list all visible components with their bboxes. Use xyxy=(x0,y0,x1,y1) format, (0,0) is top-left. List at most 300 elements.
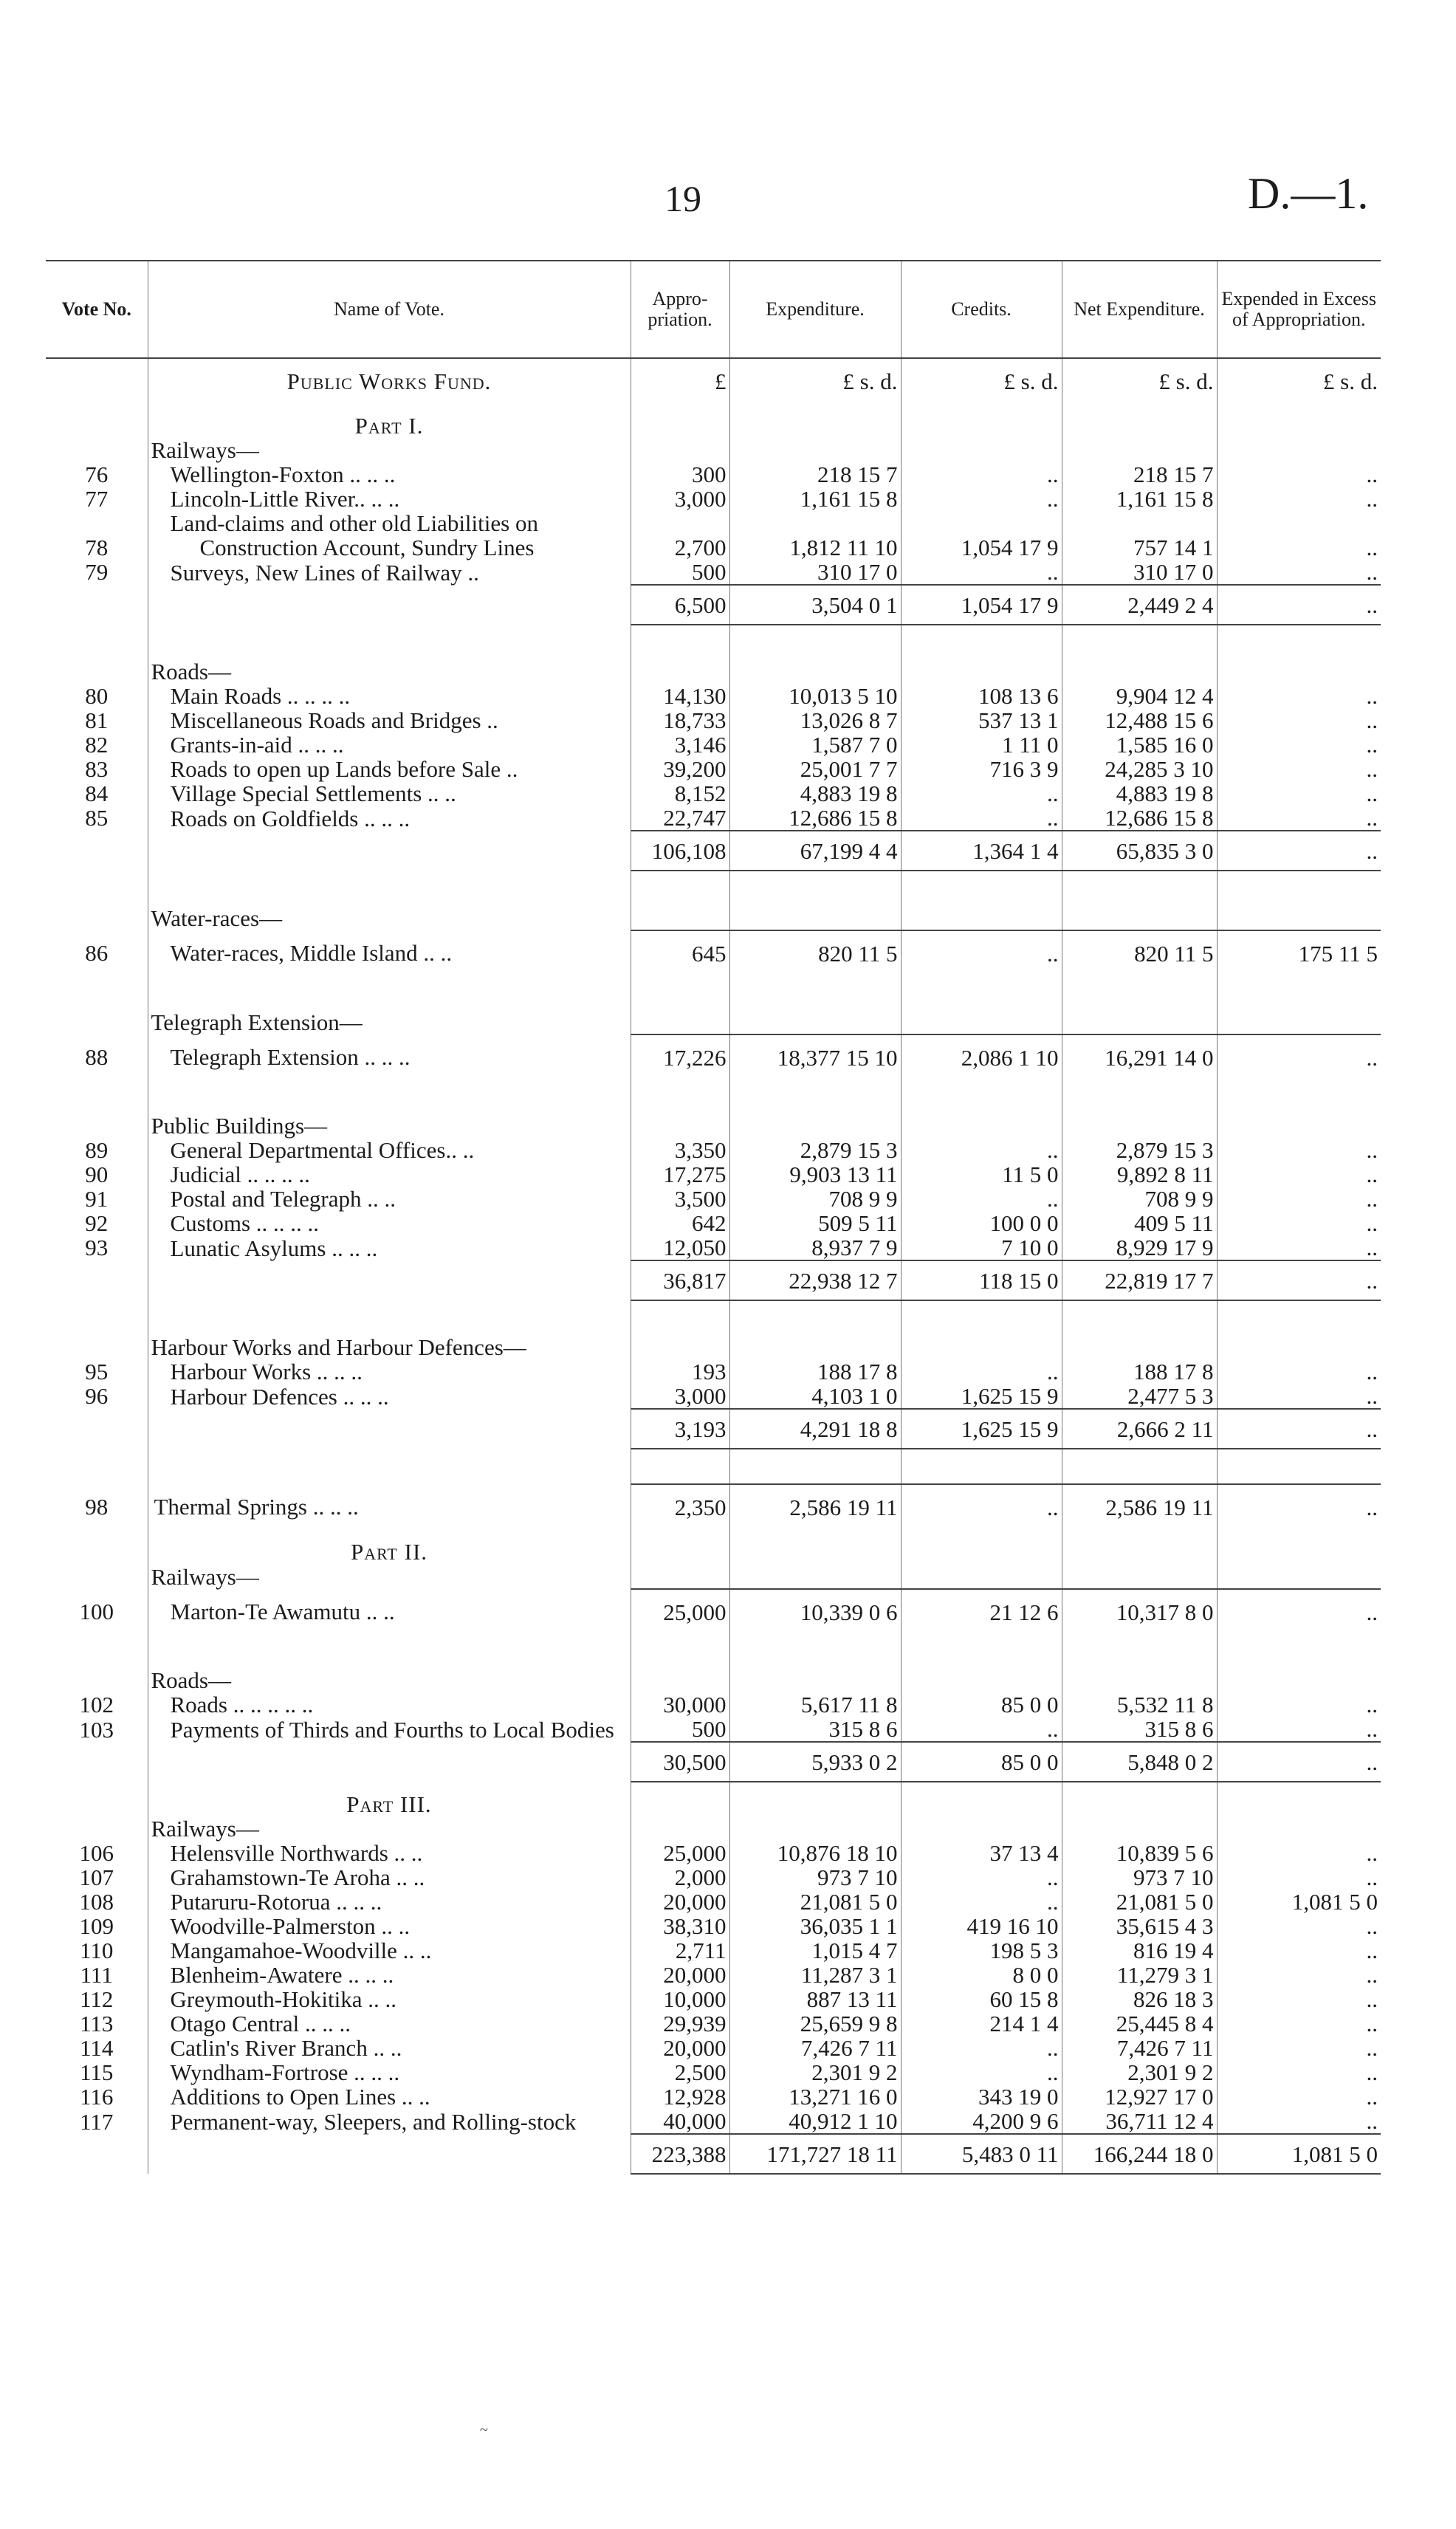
vote-number: 98 xyxy=(85,1494,109,1520)
cell-exp: 25,001 7 7 xyxy=(729,757,901,781)
cell-net: 7,426 7 11 xyxy=(1062,2036,1217,2060)
unit-cr: £ s. d. xyxy=(901,358,1062,403)
cell-ex: .. xyxy=(1217,1384,1381,1409)
cell-cr: 100 0 0 xyxy=(901,1211,1062,1235)
cell-net: 8,929 17 9 xyxy=(1062,1235,1217,1260)
cell-exp: 1,161 15 8 xyxy=(729,487,901,511)
cell-app: 14,130 xyxy=(631,684,729,708)
subtotal-row xyxy=(46,831,1381,871)
vote-name: Blenheim-Awatere .. .. .. xyxy=(148,1963,631,1987)
cell-net: 16,291 14 0 xyxy=(1062,1034,1217,1080)
vote-name: Water-races, Middle Island .. .. xyxy=(148,930,631,975)
subtotal-ex: .. xyxy=(1217,1742,1381,1782)
vote-number: 85 xyxy=(85,805,109,831)
cell-net: 24,285 3 10 xyxy=(1062,757,1217,781)
vote-number: 84 xyxy=(85,780,109,806)
table-row xyxy=(46,684,1381,708)
cell-exp: 7,426 7 11 xyxy=(729,2036,901,2060)
cell-net: 2,586 19 11 xyxy=(1062,1484,1217,1529)
subtotal-net: 2,666 2 11 xyxy=(1062,1409,1217,1449)
cell-cr: 2,086 1 10 xyxy=(901,1034,1062,1080)
col-expenditure: Expenditure. xyxy=(729,261,901,358)
cell-app: 500 xyxy=(631,1717,729,1742)
vote-number: 111 xyxy=(80,1962,113,1988)
cell-ex: .. xyxy=(1217,684,1381,708)
vote-name: Roads on Goldfields .. .. .. xyxy=(148,806,631,831)
part-heading-row xyxy=(46,1782,1381,1816)
cell-cr: 419 16 10 xyxy=(901,1914,1062,1938)
cell-app: 2,350 xyxy=(631,1484,729,1529)
vote-name: Lincoln-Little River.. .. .. xyxy=(148,487,631,511)
cell-exp: 10,339 0 6 xyxy=(729,1589,901,1634)
cell-cr: .. xyxy=(901,1359,1062,1384)
table-row xyxy=(46,560,1381,585)
subtotal-app: 30,500 xyxy=(631,1742,729,1782)
cell-exp: 12,686 15 8 xyxy=(729,806,901,831)
subtotal-exp: 171,727 18 11 xyxy=(729,2134,901,2174)
cell-app: 20,000 xyxy=(631,1890,729,1914)
subtotal-ex: .. xyxy=(1217,831,1381,871)
vote-name: Main Roads .. .. .. .. xyxy=(148,684,631,708)
table-row xyxy=(46,2109,1381,2134)
group-heading-row xyxy=(46,1113,1381,1138)
cell-net: 11,279 3 1 xyxy=(1062,1963,1217,1987)
vote-number: 83 xyxy=(85,756,109,782)
cell-exp: 218 15 7 xyxy=(729,462,901,487)
vote-name: Additions to Open Lines .. .. xyxy=(148,2084,631,2109)
table-row xyxy=(46,1589,1381,1634)
cell-exp: 10,013 5 10 xyxy=(729,684,901,708)
cell-exp: 973 7 10 xyxy=(729,1865,901,1890)
table-row xyxy=(46,1211,1381,1235)
subtotal-ex: 1,081 5 0 xyxy=(1217,2134,1381,2174)
cell-exp: 509 5 11 xyxy=(729,1211,901,1235)
group-heading-row xyxy=(46,659,1381,684)
vote-name: Village Special Settlements .. .. xyxy=(148,781,631,806)
cell-app: 39,200 xyxy=(631,757,729,781)
cell-exp: 9,903 13 11 xyxy=(729,1162,901,1187)
unit-net: £ s. d. xyxy=(1062,358,1217,403)
cell-cr: 11 5 0 xyxy=(901,1162,1062,1187)
cell-cr: 1,625 15 9 xyxy=(901,1384,1062,1409)
cell-cr: .. xyxy=(901,2060,1062,2084)
table-body xyxy=(46,358,1381,2174)
table-row xyxy=(46,2011,1381,2036)
cell-ex: .. xyxy=(1217,2011,1381,2036)
group-heading: Railways— xyxy=(148,1564,631,1589)
subtotal-ex: .. xyxy=(1217,585,1381,625)
fund-title: Public Works Fund. xyxy=(148,358,631,403)
col-excess: Expended in Excess of Appropriation. xyxy=(1217,261,1381,358)
vote-name: Payments of Thirds and Fourths to Local Bodies xyxy=(148,1717,631,1742)
vote-name: Catlin's River Branch .. .. xyxy=(148,2036,631,2060)
cell-net: 25,445 8 4 xyxy=(1062,2011,1217,2036)
vote-number: 88 xyxy=(85,1044,109,1070)
vote-name: Woodville-Palmerston .. .. xyxy=(148,1914,631,1938)
subtotal-ex: .. xyxy=(1217,1409,1381,1449)
vote-name: Grants-in-aid .. .. .. xyxy=(148,732,631,757)
cell-net: 9,892 8 11 xyxy=(1062,1162,1217,1187)
subtotal-exp: 3,504 0 1 xyxy=(729,585,901,625)
subtotal-net: 65,835 3 0 xyxy=(1062,831,1217,871)
cell-app: 25,000 xyxy=(631,1841,729,1865)
cell-net: 409 5 11 xyxy=(1062,1211,1217,1235)
cell-ex: .. xyxy=(1217,1359,1381,1384)
vote-name: Telegraph Extension .. .. .. xyxy=(148,1034,631,1080)
cell-cr: 214 1 4 xyxy=(901,2011,1062,2036)
cell-cr: .. xyxy=(901,560,1062,585)
cell-app: 645 xyxy=(631,930,729,975)
vote-name: Harbour Defences .. .. .. xyxy=(148,1384,631,1409)
vote-number: 82 xyxy=(85,732,109,758)
group-heading: Railways— xyxy=(148,438,631,462)
cell-app: 12,928 xyxy=(631,2084,729,2109)
table-row xyxy=(46,1938,1381,1963)
subtotal-cr: 1,054 17 9 xyxy=(901,585,1062,625)
cell-app: 12,050 xyxy=(631,1235,729,1260)
subtotal-ex: .. xyxy=(1217,1260,1381,1300)
expenditure-table xyxy=(46,260,1381,2175)
cell-net: 35,615 4 3 xyxy=(1062,1914,1217,1938)
vote-name: Harbour Works .. .. .. xyxy=(148,1359,631,1384)
cell-exp: 8,937 7 9 xyxy=(729,1235,901,1260)
cell-exp: 13,271 16 0 xyxy=(729,2084,901,2109)
col-credits: Credits. xyxy=(901,261,1062,358)
table-row xyxy=(46,1162,1381,1187)
subtotal-net: 2,449 2 4 xyxy=(1062,585,1217,625)
cell-net: 12,686 15 8 xyxy=(1062,806,1217,831)
cell-cr: 716 3 9 xyxy=(901,757,1062,781)
cell-exp: 4,103 1 0 xyxy=(729,1384,901,1409)
cell-net: 973 7 10 xyxy=(1062,1865,1217,1890)
vote-name: Marton-Te Awamutu .. .. xyxy=(148,1589,631,1634)
cell-app: 300 xyxy=(631,462,729,487)
cell-exp: 708 9 9 xyxy=(729,1187,901,1211)
vote-name: Thermal Springs .. .. .. xyxy=(148,1484,631,1529)
cell-exp: 18,377 15 10 xyxy=(729,1034,901,1080)
cell-exp: 10,876 18 10 xyxy=(729,1841,901,1865)
vote-name: Mangamahoe-Woodville .. .. xyxy=(148,1938,631,1963)
table-row xyxy=(46,806,1381,831)
subtotal-app: 223,388 xyxy=(631,2134,729,2174)
cell-exp: 21,081 5 0 xyxy=(729,1890,901,1914)
group-heading-row xyxy=(46,1335,1381,1359)
table-row xyxy=(46,1034,1381,1080)
vote-name: Surveys, New Lines of Railway .. xyxy=(148,560,631,585)
table-row xyxy=(46,2060,1381,2084)
vote-number: 116 xyxy=(80,2084,114,2110)
cell-exp: 13,026 8 7 xyxy=(729,708,901,732)
subtotal-row xyxy=(46,1409,1381,1449)
spacer-row xyxy=(46,1300,1381,1335)
table-row xyxy=(46,1914,1381,1938)
cell-cr: 198 5 3 xyxy=(901,1938,1062,1963)
vote-number: 112 xyxy=(80,1986,114,2012)
spacer-row xyxy=(46,1080,1381,1113)
table-row xyxy=(46,781,1381,806)
part-heading: Part I. xyxy=(148,403,631,438)
vote-number: 76 xyxy=(85,461,109,487)
vote-number: 79 xyxy=(85,559,109,585)
table-row xyxy=(46,708,1381,732)
cell-cr: .. xyxy=(901,487,1062,511)
table-row xyxy=(46,1692,1381,1717)
subtotal-app: 6,500 xyxy=(631,585,729,625)
cell-net: 4,883 19 8 xyxy=(1062,781,1217,806)
cell-exp: 188 17 8 xyxy=(729,1359,901,1384)
cell-exp: 1,812 11 10 xyxy=(729,511,901,560)
vote-name: Land-claims and other old Liabilities on Construction Account, Sundry Lines xyxy=(148,511,631,560)
group-heading: Telegraph Extension— xyxy=(148,1009,631,1034)
vote-number: 106 xyxy=(79,1840,114,1866)
cell-exp: 2,586 19 11 xyxy=(729,1484,901,1529)
cell-exp: 2,301 9 2 xyxy=(729,2060,901,2084)
document-reference: D.—1. xyxy=(1248,169,1369,218)
cell-net: 21,081 5 0 xyxy=(1062,1890,1217,1914)
cell-cr: 8 0 0 xyxy=(901,1963,1062,1987)
table-row xyxy=(46,1717,1381,1742)
cell-ex: .. xyxy=(1217,1841,1381,1865)
subtotal-cr: 118 15 0 xyxy=(901,1260,1062,1300)
vote-number: 108 xyxy=(79,1889,114,1915)
table-row xyxy=(46,1841,1381,1865)
subtotal-cr: 5,483 0 11 xyxy=(901,2134,1062,2174)
cell-app: 20,000 xyxy=(631,2036,729,2060)
vote-name: Helensville Northwards .. .. xyxy=(148,1841,631,1865)
vote-number: 81 xyxy=(85,707,109,733)
cell-cr: 537 13 1 xyxy=(901,708,1062,732)
cell-cr: .. xyxy=(901,1717,1062,1742)
cell-ex: .. xyxy=(1217,2036,1381,2060)
group-heading-row xyxy=(46,1816,1381,1841)
vote-name: Postal and Telegraph .. .. xyxy=(148,1187,631,1211)
vote-name: Roads to open up Lands before Sale .. xyxy=(148,757,631,781)
table-row xyxy=(46,462,1381,487)
cell-cr: .. xyxy=(901,1138,1062,1162)
cell-ex: .. xyxy=(1217,1162,1381,1187)
table-row xyxy=(46,2036,1381,2060)
vote-name: Permanent-way, Sleepers, and Rolling-stock xyxy=(148,2109,631,2134)
cell-net: 708 9 9 xyxy=(1062,1187,1217,1211)
vote-name: Roads .. .. .. .. .. xyxy=(148,1692,631,1717)
group-heading: Railways— xyxy=(148,1816,631,1841)
cell-net: 5,532 11 8 xyxy=(1062,1692,1217,1717)
cell-net: 218 15 7 xyxy=(1062,462,1217,487)
vote-number: 78 xyxy=(85,535,109,560)
cell-exp: 25,659 9 8 xyxy=(729,2011,901,2036)
cell-app: 17,275 xyxy=(631,1162,729,1187)
cell-net: 826 18 3 xyxy=(1062,1987,1217,2011)
vote-number: 113 xyxy=(80,2011,114,2036)
vote-number: 100 xyxy=(79,1599,114,1624)
cell-net: 36,711 12 4 xyxy=(1062,2109,1217,2134)
subtotal-net: 22,819 17 7 xyxy=(1062,1260,1217,1300)
group-heading-row xyxy=(46,1564,1381,1589)
cell-net: 1,161 15 8 xyxy=(1062,487,1217,511)
table-row xyxy=(46,1187,1381,1211)
col-appropriation: Appro-priation. xyxy=(631,261,729,358)
cell-app: 3,146 xyxy=(631,732,729,757)
cell-app: 3,000 xyxy=(631,487,729,511)
cell-ex: .. xyxy=(1217,1187,1381,1211)
cell-ex: .. xyxy=(1217,1914,1381,1938)
table-row xyxy=(46,487,1381,511)
vote-number: 77 xyxy=(85,486,109,512)
cell-ex: .. xyxy=(1217,560,1381,585)
cell-cr: .. xyxy=(901,1865,1062,1890)
cell-ex: .. xyxy=(1217,1484,1381,1529)
cell-cr: 21 12 6 xyxy=(901,1589,1062,1634)
cell-app: 642 xyxy=(631,1211,729,1235)
vote-number: 96 xyxy=(85,1383,109,1409)
group-heading: Public Buildings— xyxy=(148,1113,631,1138)
cell-app: 2,000 xyxy=(631,1865,729,1890)
cell-app: 18,733 xyxy=(631,708,729,732)
cell-app: 29,939 xyxy=(631,2011,729,2036)
cell-exp: 40,912 1 10 xyxy=(729,2109,901,2134)
group-heading-row xyxy=(46,1009,1381,1034)
cell-ex: 1,081 5 0 xyxy=(1217,1890,1381,1914)
cell-ex: .. xyxy=(1217,1589,1381,1634)
cell-exp: 820 11 5 xyxy=(729,930,901,975)
cell-ex: .. xyxy=(1217,1865,1381,1890)
cell-ex: .. xyxy=(1217,1692,1381,1717)
vote-name: Putaruru-Rotorua .. .. .. xyxy=(148,1890,631,1914)
cell-cr: 4,200 9 6 xyxy=(901,2109,1062,2134)
subtotal-app: 106,108 xyxy=(631,831,729,871)
table-row xyxy=(46,757,1381,781)
cell-ex: .. xyxy=(1217,462,1381,487)
vote-number: 86 xyxy=(85,940,109,966)
vote-number: 91 xyxy=(85,1186,109,1212)
cell-net: 820 11 5 xyxy=(1062,930,1217,975)
cell-net: 10,839 5 6 xyxy=(1062,1841,1217,1865)
cell-cr: .. xyxy=(901,1187,1062,1211)
subtotal-app: 36,817 xyxy=(631,1260,729,1300)
print-speck: ~ xyxy=(480,2422,488,2438)
unit-ex: £ s. d. xyxy=(1217,358,1381,403)
cell-app: 3,350 xyxy=(631,1138,729,1162)
cell-exp: 315 8 6 xyxy=(729,1717,901,1742)
spacer-row xyxy=(46,975,1381,1009)
cell-ex: .. xyxy=(1217,1717,1381,1742)
cell-exp: 4,883 19 8 xyxy=(729,781,901,806)
cell-net: 188 17 8 xyxy=(1062,1359,1217,1384)
cell-ex: .. xyxy=(1217,1211,1381,1235)
table-row xyxy=(46,511,1381,560)
cell-ex: .. xyxy=(1217,1138,1381,1162)
cell-net: 310 17 0 xyxy=(1062,560,1217,585)
cell-ex: .. xyxy=(1217,487,1381,511)
table-row xyxy=(46,1865,1381,1890)
cell-cr: 1 11 0 xyxy=(901,732,1062,757)
cell-net: 2,301 9 2 xyxy=(1062,2060,1217,2084)
table-row xyxy=(46,1484,1381,1529)
cell-app: 500 xyxy=(631,560,729,585)
cell-ex: .. xyxy=(1217,732,1381,757)
cell-exp: 5,617 11 8 xyxy=(729,1692,901,1717)
cell-cr: .. xyxy=(901,781,1062,806)
cell-app: 2,700 xyxy=(631,511,729,560)
cell-app: 38,310 xyxy=(631,1914,729,1938)
spacer-row xyxy=(46,1634,1381,1668)
cell-net: 10,317 8 0 xyxy=(1062,1589,1217,1634)
subtotal-row xyxy=(46,585,1381,625)
cell-ex: .. xyxy=(1217,757,1381,781)
subtotal-exp: 5,933 0 2 xyxy=(729,1742,901,1782)
vote-number: 114 xyxy=(80,2035,114,2061)
subtotal-row xyxy=(46,1742,1381,1782)
vote-name: General Departmental Offices.. .. xyxy=(148,1138,631,1162)
group-heading-row xyxy=(46,1668,1381,1692)
cell-app: 2,500 xyxy=(631,2060,729,2084)
cell-net: 12,488 15 6 xyxy=(1062,708,1217,732)
cell-net: 9,904 12 4 xyxy=(1062,684,1217,708)
group-heading: Roads— xyxy=(148,1668,631,1692)
vote-number: 95 xyxy=(85,1359,109,1384)
vote-number: 89 xyxy=(85,1137,109,1163)
cell-ex: .. xyxy=(1217,806,1381,831)
col-net-expenditure: Net Expenditure. xyxy=(1062,261,1217,358)
vote-number: 115 xyxy=(80,2059,114,2085)
cell-cr: .. xyxy=(901,930,1062,975)
part-heading: Part II. xyxy=(148,1529,631,1564)
cell-app: 3,000 xyxy=(631,1384,729,1409)
cell-cr: 37 13 4 xyxy=(901,1841,1062,1865)
page-number: 19 xyxy=(665,178,701,219)
vote-number: 90 xyxy=(85,1161,109,1187)
cell-ex: 175 11 5 xyxy=(1217,930,1381,975)
subtotal-row xyxy=(46,1260,1381,1300)
cell-ex: .. xyxy=(1217,2060,1381,2084)
subtotal-cr: 1,625 15 9 xyxy=(901,1409,1062,1449)
cell-net: 2,879 15 3 xyxy=(1062,1138,1217,1162)
cell-cr: 60 15 8 xyxy=(901,1987,1062,2011)
table-row xyxy=(46,732,1381,757)
table-row xyxy=(46,1890,1381,1914)
cell-cr: 85 0 0 xyxy=(901,1692,1062,1717)
cell-exp: 1,015 4 7 xyxy=(729,1938,901,1963)
vote-name: Customs .. .. .. .. xyxy=(148,1211,631,1235)
cell-ex: .. xyxy=(1217,1034,1381,1080)
cell-exp: 1,587 7 0 xyxy=(729,732,901,757)
part-heading-row xyxy=(46,403,1381,438)
cell-ex: .. xyxy=(1217,511,1381,560)
part-heading: Part III. xyxy=(148,1782,631,1816)
unit-app: £ xyxy=(631,358,729,403)
cell-ex: .. xyxy=(1217,1987,1381,2011)
cell-app: 30,000 xyxy=(631,1692,729,1717)
subtotal-app: 3,193 xyxy=(631,1409,729,1449)
cell-net: 315 8 6 xyxy=(1062,1717,1217,1742)
cell-exp: 310 17 0 xyxy=(729,560,901,585)
cell-exp: 2,879 15 3 xyxy=(729,1138,901,1162)
vote-name: Grahamstown-Te Aroha .. .. xyxy=(148,1865,631,1890)
cell-app: 8,152 xyxy=(631,781,729,806)
vote-number: 110 xyxy=(80,1938,114,1963)
table-header-row xyxy=(46,261,1381,358)
table-row xyxy=(46,1963,1381,1987)
cell-ex: .. xyxy=(1217,708,1381,732)
spacer-row xyxy=(46,625,1381,659)
cell-app: 25,000 xyxy=(631,1589,729,1634)
subtotal-cr: 1,364 1 4 xyxy=(901,831,1062,871)
col-name: Name of Vote. xyxy=(148,261,631,358)
vote-name: Otago Central .. .. .. xyxy=(148,2011,631,2036)
group-heading-row xyxy=(46,905,1381,930)
cell-ex: .. xyxy=(1217,1235,1381,1260)
spacer-row xyxy=(46,871,1381,905)
